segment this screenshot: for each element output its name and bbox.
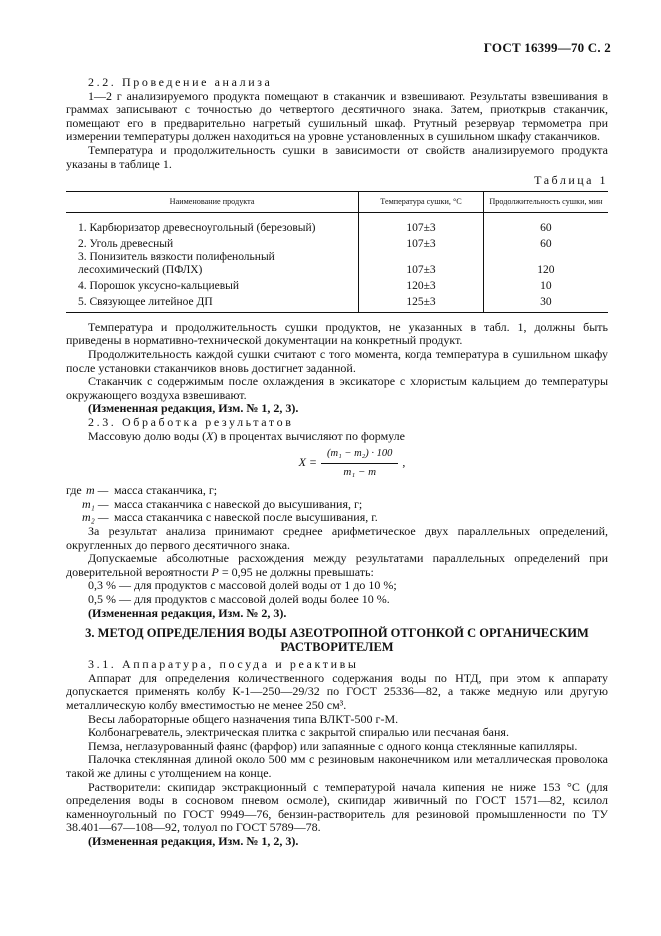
tolerance-symbol: P [211, 564, 219, 579]
product-name: 3. Понизитель вязкости полифенольный лесохимический (ПФЛХ) [78, 250, 275, 276]
table-row [66, 251, 608, 277]
section-3-1-paragraph-1: Аппарат для определения количественного содержания воды по НТД, при этом к аппарату допускается применять колбу К-1—250—29/32 по ГОСТ 25336—82, а также медную или другую металлическую колбу вместимостью не менее 250 см³. [66, 670, 608, 712]
definition-lead: где [66, 483, 82, 498]
amendment-note: (Измененная редакция, Изм. № 1, 2, 3). [88, 833, 299, 848]
product-name: 4. Порошок уксусно-кальциевый [78, 279, 240, 292]
formula-intro-post: ) в процентах вычисляют по формуле [213, 428, 405, 443]
section-3-title: 3. МЕТОД ОПРЕДЕЛЕНИЯ ВОДЫ АЗЕОТРОПНОЙ ОТГОНКОЙ С ОРГАНИЧЕСКИМ РАСТВОРИТЕЛЕМ [85, 626, 589, 655]
product-name: 1. Карбюризатор древесноугольный (березовый) [78, 221, 316, 234]
section-3-1-paragraph-4: Пемза, неглазурованный фаянс (фарфор) или запаянные с одного конца стеклянные капилляры. [88, 738, 578, 753]
formula-comma: , [402, 455, 406, 470]
mass-fraction-formula [96, 447, 608, 479]
definition-text: масса стаканчика, г; [114, 483, 218, 498]
tolerance-post: = 0,95 не должны превышать: [218, 564, 374, 579]
formula-denominator: m₁ − m [343, 465, 377, 478]
after-table-paragraph-3: Стаканчик с содержимым после охлаждения в эксикаторе с хлористым кальцием до температуры окружающего воздуха взвешивают. [66, 374, 608, 402]
formula-intro-pre: Массовую долю воды ( [88, 428, 207, 443]
section-2-2-heading: 2.2. Проведение анализа [88, 75, 273, 89]
amendment-note: (Измененная редакция, Изм. № 2, 3). [88, 605, 287, 620]
table-1 [66, 191, 608, 313]
definition-row [66, 511, 608, 525]
table-row [66, 235, 608, 251]
result-paragraph: За результат анализа принимают среднее арифметическое двух параллельных определений, округленных до первого десятичного знака. [66, 524, 608, 552]
section-2-3-heading: 2.3. Обработка результатов [88, 414, 294, 429]
section-2-2-paragraph-2: Температура и продолжительность сушки в зависимости от свойств анализируемого продукта указаны в таблице 1. [66, 142, 608, 171]
after-table-paragraph-1: Температура и продолжительность сушки продуктов, не указанных в табл. 1, должны быть приведены в нормативно-технической документации на конкретный продукт. [66, 319, 608, 348]
formula-intro-symbol: X [206, 428, 214, 443]
table-header-duration: Продолжительность сушки, мин [483, 191, 608, 212]
amendment-note: (Измененная редакция, Изм. № 1, 2, 3). [88, 401, 299, 416]
table-row [66, 212, 608, 235]
definition-row [66, 484, 608, 498]
formula-lhs: X = [298, 455, 317, 470]
drying-duration: 10 [483, 277, 608, 293]
tolerance-paragraph [66, 552, 608, 579]
product-name: 2. Уголь древесный [78, 237, 174, 250]
formula-intro [66, 430, 608, 444]
drying-temperature: 107±3 [359, 212, 484, 235]
formula-numerator: (m₁ − m₂) · 100 [321, 447, 398, 464]
table-header-temperature: Температура сушки, °С [359, 191, 484, 212]
drying-temperature: 120±3 [359, 277, 484, 293]
definition-symbol: m₁ — [82, 496, 109, 511]
drying-temperature: 107±3 [359, 251, 484, 277]
table-row [66, 293, 608, 313]
section-3-1-paragraph-3: Колбонагреватель, электрическая плитка с закрытой спиралью или песчаная баня. [88, 725, 509, 740]
definition-symbol: m₂ — [82, 510, 109, 525]
drying-duration: 120 [483, 251, 608, 277]
drying-duration: 30 [483, 293, 608, 313]
table-row [66, 277, 608, 293]
table-1-caption: Таблица 1 [534, 173, 608, 188]
after-table-paragraph-2: Продолжительность каждой сушки считают с того момента, когда температура в сушильном шкафу после установки стаканчиков вновь достигнет заданной. [66, 346, 608, 375]
tolerance-limit-2: 0,5 % — для продуктов с массовой долей воды более 10 %. [88, 592, 390, 607]
drying-duration: 60 [483, 212, 608, 235]
section-3-1-paragraph-2: Весы лабораторные общего назначения типа ВЛКТ-500 г-М. [88, 711, 399, 726]
tolerance-limit-1: 0,3 % — для продуктов с массовой долей воды от 1 до 10 %; [88, 578, 397, 593]
tolerance-pre: Допускаемые абсолютные расхождения между результатами параллельных определений при доверительной вероятности [66, 551, 608, 579]
section-3-1-heading: 3.1. Аппаратура, посуда и реактивы [88, 657, 359, 672]
formula-fraction [321, 447, 398, 479]
section-2-2-paragraph-1: 1—2 г анализируемого продукта помещают в стаканчик и взвешивают. Результаты взвешивания в граммах записывают с точностью до четвертого десятичного знака. Затем, приоткрыв стаканчик, помещают его в предварительно нагретый сушильный шкаф. Ртутный резервуар термометра при измерении температуры должен находиться на уровне установленных в сушильном шкафу стаканчиков. [66, 88, 608, 144]
variable-definitions [66, 484, 608, 525]
definition-text: масса стаканчика с навеской до высушивания, г; [114, 496, 363, 511]
product-name: 5. Связующее литейное ДП [66, 293, 359, 313]
drying-duration: 60 [483, 235, 608, 251]
page-header: ГОСТ 16399—70 С. 2 [483, 40, 611, 55]
section-3-1-paragraph-6: Растворители: скипидар экстракционный с температурой начала кипения не ниже 153 °С (для определения воды в сосновом пневом осмоле), скипидар живичный по ГОСТ 1571—82, ксилол каменноугольный по ГОСТ 9949—76, бензин-растворитель для резиновой промышленности по ТУ 38.401—67—108—92, толуол по ГОСТ 5789—78. [66, 779, 608, 835]
document-body [66, 76, 608, 849]
drying-temperature: 125±3 [359, 293, 484, 313]
section-3-1-paragraph-5: Палочка стеклянная длиной около 500 мм с резиновым наконечником или металлическая проволока такой же длины с утолщением на конце. [66, 752, 608, 780]
table-header-name: Наименование продукта [66, 191, 359, 212]
drying-temperature: 107±3 [359, 235, 484, 251]
definition-row [66, 498, 608, 512]
definition-text: масса стаканчика с навеской после высушивания, г. [114, 510, 378, 525]
definition-symbol: m — [86, 483, 109, 498]
